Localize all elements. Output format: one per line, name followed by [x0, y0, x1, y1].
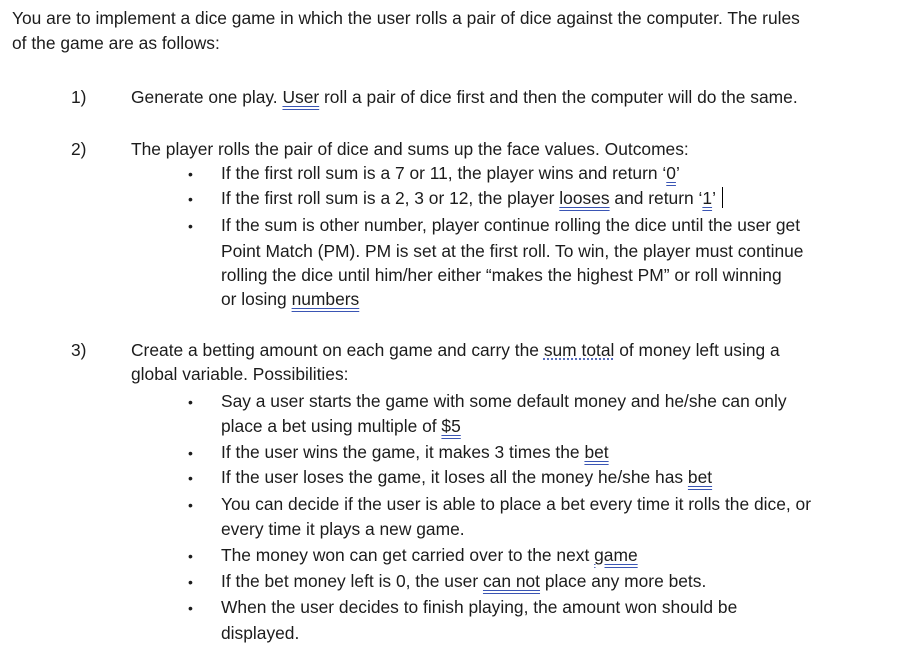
item-3-bullet-3	[221, 466, 712, 489]
text-cursor	[722, 187, 723, 208]
grammar-flag: User	[282, 87, 320, 107]
item-1-text	[131, 86, 798, 109]
bullet-text: ’	[675, 163, 680, 183]
grammar-flag: looses	[559, 188, 610, 208]
bullet-marker: •	[188, 548, 193, 564]
bullet-text: or losing	[221, 289, 292, 309]
item-1-text-part: roll a pair of dice first and then the computer will do the same.	[319, 87, 798, 107]
item-3-bullet-5	[221, 544, 638, 567]
grammar-flag: bet	[584, 442, 609, 462]
intro-line-1: You are to implement a dice game in which the user rolls a pair of dice against the computer. The rules	[12, 8, 800, 28]
item-3-number: 3)	[71, 340, 87, 360]
bullet-marker: •	[188, 218, 193, 234]
grammar-flag: can not	[482, 571, 541, 591]
bullet-text: If the user loses the game, it loses all the money he/she has	[221, 467, 688, 487]
item-3-text-part: of money left using a	[614, 340, 780, 360]
bullet-marker: •	[188, 497, 193, 513]
grammar-flag: game	[594, 545, 638, 565]
item-1-number: 1)	[71, 87, 87, 107]
bullet-marker: •	[188, 445, 193, 461]
item-3-bullet-6	[221, 570, 706, 593]
item-3-text-part: Create a betting amount on each game and carry the	[131, 340, 544, 360]
bullet-marker: •	[188, 191, 193, 207]
bullet-text: If the first roll sum is a 2, 3 or 12, the player	[221, 188, 560, 208]
bullet-marker: •	[188, 600, 193, 616]
bullet-text: If the bet money left is 0, the user	[221, 571, 483, 591]
bullet-marker: •	[188, 470, 193, 486]
item-2-bullet-2	[221, 187, 723, 210]
item-2-bullet-3-line-4	[221, 288, 359, 311]
item-2-bullet-3-line-3: rolling the dice until him/her either “makes the highest PM” or roll winning	[221, 265, 782, 285]
item-2-bullet-3-line-2: Point Match (PM). PM is set at the first roll. To win, the player must continue	[221, 241, 804, 261]
bullet-text: If the first roll sum is a 7 or 11, the player wins and return ‘	[221, 163, 667, 183]
grammar-flag: $5	[441, 416, 461, 436]
item-3-bullet-4-line-1: You can decide if the user is able to place a bet every time it rolls the dice, or	[221, 494, 811, 514]
item-3-bullet-1-line-1: Say a user starts the game with some default money and he/she can only	[221, 391, 787, 411]
item-2-bullet-1	[221, 162, 680, 185]
spelling-flag: sum total	[543, 340, 615, 360]
item-2-heading: The player rolls the pair of dice and sums up the face values. Outcomes:	[131, 139, 689, 159]
item-3-bullet-7-line-2: displayed.	[221, 623, 300, 643]
bullet-text: and return ‘	[609, 188, 703, 208]
item-2-bullet-3-line-1: If the sum is other number, player continue rolling the dice until the user get	[221, 215, 801, 235]
item-1-text-part: Generate one play.	[131, 87, 283, 107]
grammar-flag: numbers	[291, 289, 360, 309]
item-3-heading-line-1	[131, 339, 780, 362]
item-3-bullet-1-line-2	[221, 415, 461, 438]
item-3-bullet-4-line-2: every time it plays a new game.	[221, 519, 465, 539]
bullet-marker: •	[188, 574, 193, 590]
grammar-flag: 0	[666, 163, 676, 183]
bullet-text: place any more bets.	[540, 571, 707, 591]
intro-line-2: of the game are as follows:	[12, 33, 220, 53]
item-2-number: 2)	[71, 139, 87, 159]
bullet-text: The money won can get carried over to the next	[221, 545, 595, 565]
item-3-heading-line-2: global variable. Possibilities:	[131, 364, 349, 384]
bullet-marker: •	[188, 394, 193, 410]
bullet-marker: •	[188, 166, 193, 182]
bullet-text: If the user wins the game, it makes 3 times the	[221, 442, 585, 462]
bullet-text: ’	[712, 188, 716, 208]
grammar-flag: bet	[687, 467, 713, 487]
grammar-flag: 1	[702, 188, 713, 208]
bullet-text: place a bet using multiple of	[221, 416, 442, 436]
item-3-bullet-2	[221, 441, 609, 464]
item-3-bullet-7-line-1: When the user decides to finish playing, the amount won should be	[221, 597, 738, 617]
